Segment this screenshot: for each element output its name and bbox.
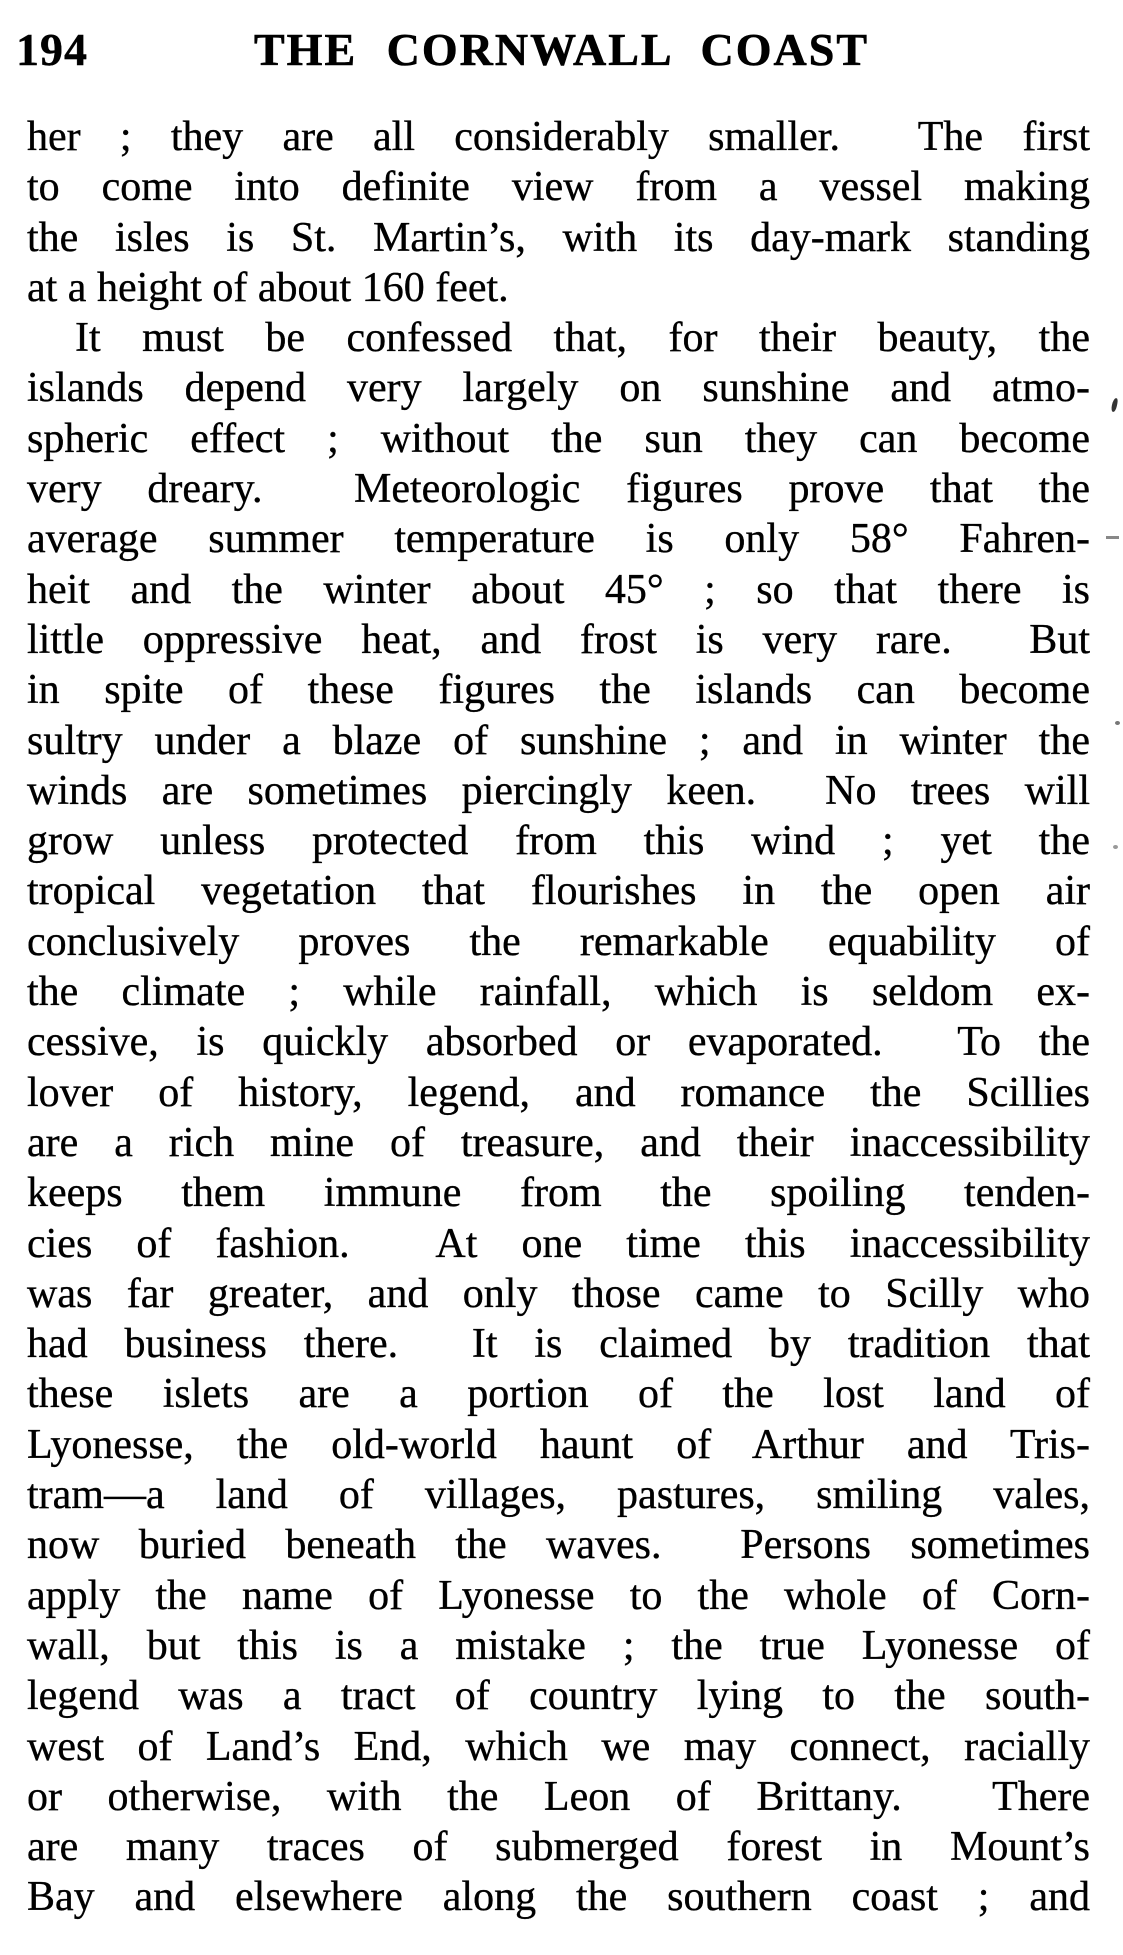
text-line: heit and the winter about 45° ; so that there is bbox=[27, 566, 1090, 613]
scan-speck bbox=[1115, 721, 1120, 725]
text-line: wall, but this is a mistake ; the true Lyonesse of bbox=[27, 1622, 1090, 1669]
text-line: was far greater, and only those came to Scilly who bbox=[27, 1270, 1090, 1317]
running-title: THE CORNWALL COAST bbox=[253, 24, 869, 75]
text-line: in spite of these figures the islands can become bbox=[27, 667, 1090, 714]
text-line: the climate ; while rainfall, which is seldom ex- bbox=[27, 969, 1090, 1016]
text-line: these islets are a portion of the lost land of bbox=[27, 1371, 1090, 1418]
text-line: grow unless protected from this wind ; yet the bbox=[27, 818, 1090, 865]
text-line: average summer temperature is only 58° Fahren- bbox=[27, 516, 1090, 563]
text-line: spheric effect ; without the sun they can become bbox=[27, 415, 1090, 462]
text-line: to come into definite view from a vessel making bbox=[27, 164, 1090, 211]
text-line: legend was a tract of country lying to the south- bbox=[27, 1673, 1090, 1720]
text-line: Bay and elsewhere along the southern coast ; and bbox=[27, 1874, 1090, 1921]
scan-speck bbox=[1106, 536, 1119, 539]
text-line: are a rich mine of treasure, and their inaccessibility bbox=[27, 1119, 1090, 1166]
text-line: now buried beneath the waves. Persons sometimes bbox=[27, 1522, 1090, 1569]
text-line: cessive, is quickly absorbed or evaporated. To the bbox=[27, 1019, 1090, 1066]
text-line: sultry under a blaze of sunshine ; and in winter the bbox=[27, 717, 1090, 764]
text-line: winds are sometimes piercingly keen. No trees will bbox=[27, 767, 1090, 814]
text-line: It must be confessed that, for their beauty, the bbox=[75, 315, 1090, 362]
text-line: cies of fashion. At one time this inaccessibility bbox=[27, 1220, 1090, 1267]
text-line: islands depend very largely on sunshine and atmo- bbox=[27, 365, 1090, 412]
scan-speck bbox=[1113, 845, 1118, 849]
text-line: are many traces of submerged forest in Mount’s bbox=[27, 1824, 1090, 1871]
text-line: tropical vegetation that flourishes in the open air bbox=[27, 868, 1090, 915]
page-header bbox=[0, 24, 1123, 78]
text-line: the isles is St. Martin’s, with its day-mark standing bbox=[27, 214, 1090, 261]
text-line: very dreary. Meteorologic figures prove that the bbox=[27, 466, 1090, 513]
page-number: 194 bbox=[16, 24, 88, 75]
text-line: apply the name of Lyonesse to the whole of Corn- bbox=[27, 1572, 1090, 1619]
text-line: tram—a land of villages, pastures, smiling vales, bbox=[27, 1472, 1090, 1519]
text-line: little oppressive heat, and frost is very rare. But bbox=[27, 616, 1090, 663]
text-line: Lyonesse, the old-world haunt of Arthur and Tris- bbox=[27, 1421, 1090, 1468]
text-line: conclusively proves the remarkable equability of bbox=[27, 918, 1090, 965]
text-line: lover of history, legend, and romance the Scillies bbox=[27, 1069, 1090, 1116]
text-line: keeps them immune from the spoiling tenden- bbox=[27, 1170, 1090, 1217]
text-line: at a height of about 160 feet. bbox=[27, 264, 509, 311]
text-line: her ; they are all considerably smaller. The first bbox=[27, 114, 1090, 160]
text-line: had business there. It is claimed by tradition that bbox=[27, 1321, 1090, 1368]
text-line: west of Land’s End, which we may connect, racially bbox=[27, 1723, 1090, 1770]
body-text bbox=[27, 112, 1090, 1923]
scan-speck bbox=[1111, 398, 1119, 413]
text-line: or otherwise, with the Leon of Brittany. There bbox=[27, 1773, 1090, 1820]
